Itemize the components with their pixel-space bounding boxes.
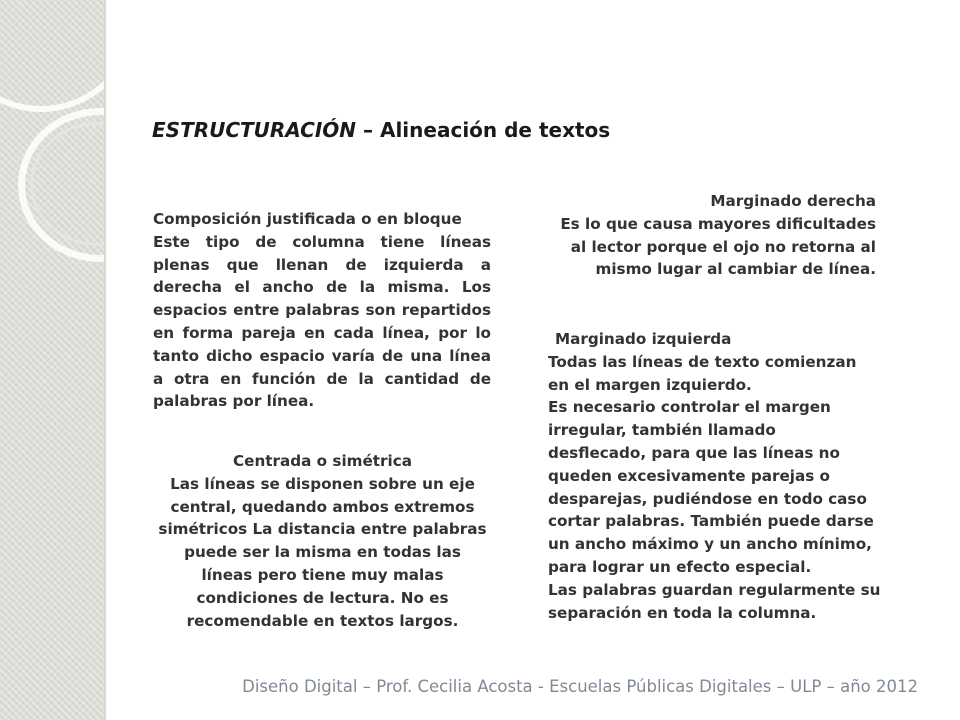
slide-footer: Diseño Digital – Prof. Cecilia Acosta - Escuelas Públicas Digitales – ULP – año 2012 [242, 677, 918, 696]
right-aligned-line: Es lo que causa mayores dificultades [560, 214, 876, 233]
slide-title-rest: – Alineación de textos [356, 118, 611, 142]
right-aligned-line: al lector porque el ojo no retorna al [570, 237, 876, 256]
justified-body: Este tipo de columna tiene líneas plenas que llenan de izquierda a derecha el ancho de la misma. Los espacios entre palabras son repartidos en forma pareja en cada línea, por lo tanto dicho espacio varía de una línea a otra en función de la cantidad de palabras por línea. [153, 232, 491, 411]
left-aligned-heading: Marginado izquierda [555, 330, 732, 348]
centered-line: puede ser la misma en todas las [184, 543, 461, 562]
right-aligned-text-block [548, 190, 876, 281]
left-aligned-line: cortar palabras. También puede darse [548, 512, 874, 531]
left-aligned-line: Las palabras guardan regularmente su [548, 580, 881, 599]
centered-line: simétricos La distancia entre palabras [158, 520, 487, 539]
decorative-side-band [0, 0, 106, 720]
left-aligned-line: queden excesivamente parejas o [548, 466, 830, 485]
left-aligned-text-block [548, 328, 893, 624]
slide-title-italic: ESTRUCTURACIÓN [152, 118, 357, 142]
centered-line: central, quedando ambos extremos [170, 497, 475, 516]
decorative-arc [0, 0, 106, 112]
left-aligned-line: separación en toda la columna. [548, 603, 817, 622]
centered-line: Las líneas se disponen sobre un eje [170, 474, 475, 493]
left-aligned-line: desflecado, para que las líneas no [548, 443, 840, 462]
left-aligned-line: para lograr un efecto especial. [548, 557, 812, 576]
left-aligned-line: desparejas, pudiéndose en todo caso [548, 489, 867, 508]
centered-heading: Centrada o simétrica [233, 452, 412, 470]
left-aligned-line: Es necesario controlar el margen [548, 398, 831, 417]
right-aligned-line: mismo lugar al cambiar de línea. [595, 260, 876, 279]
justified-heading: Composición justificada o en bloque [153, 210, 462, 228]
centered-line: recomendable en textos largos. [186, 611, 459, 630]
left-aligned-line: Todas las líneas de texto comienzan [548, 352, 857, 371]
centered-text-block [150, 450, 495, 632]
right-aligned-heading: Marginado derecha [710, 192, 876, 210]
side-band-edge [104, 0, 107, 720]
centered-line: líneas pero tiene muy malas [201, 565, 444, 584]
centered-line: condiciones de lectura. No es [196, 588, 449, 607]
left-aligned-line: un ancho máximo y un ancho mínimo, [548, 535, 872, 554]
left-aligned-line: en el margen izquierdo. [548, 375, 752, 394]
justified-text-block [153, 208, 491, 413]
slide-title [152, 118, 610, 142]
left-aligned-line: irregular, también llamado [548, 421, 776, 440]
